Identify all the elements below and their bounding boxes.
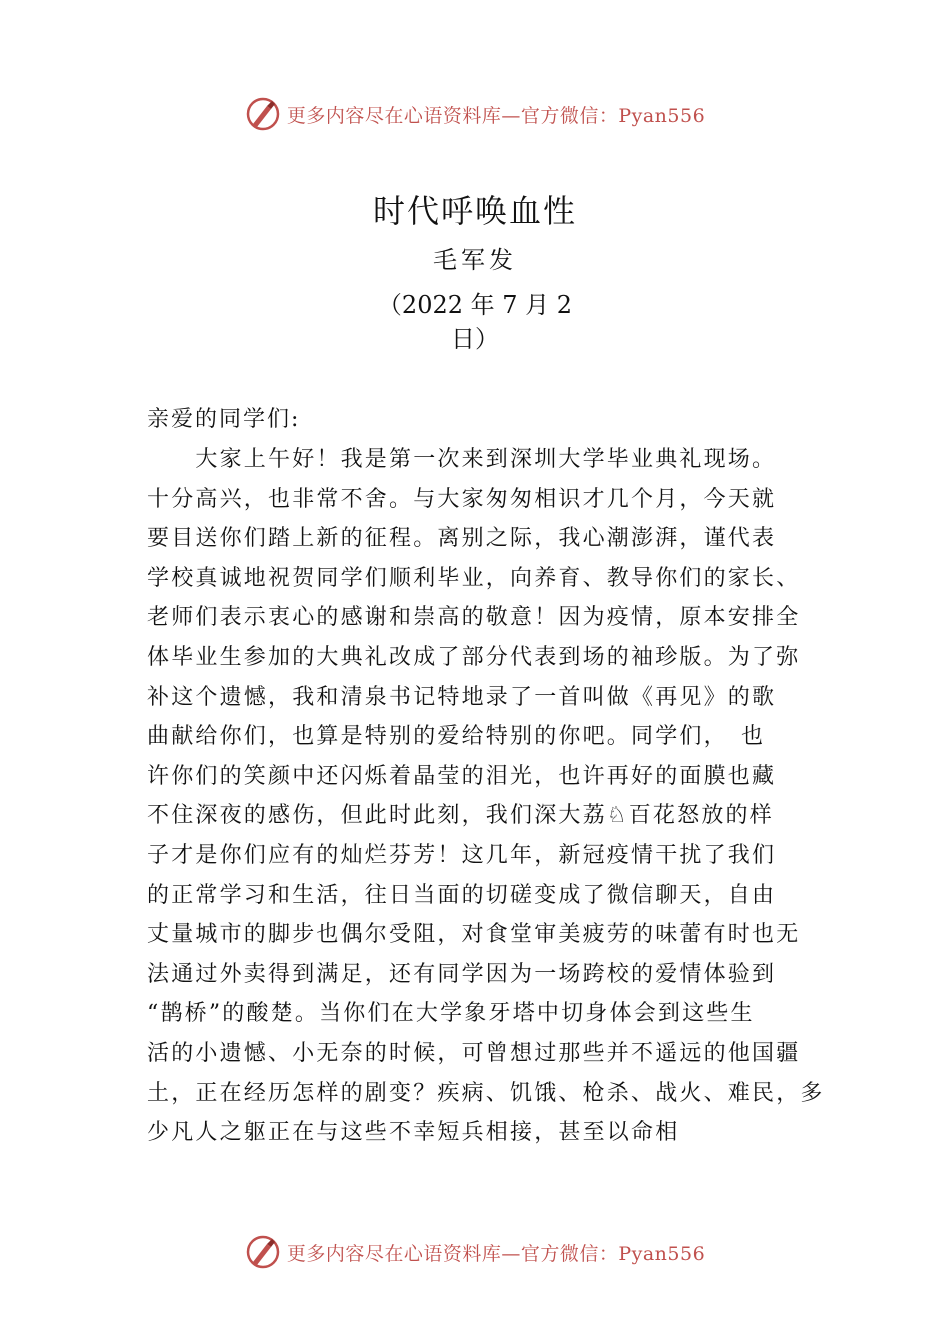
pen-logo-icon [245, 1234, 281, 1270]
watermark-text: 更多内容尽在心语资料库—官方微信：Pyan556 [286, 104, 706, 127]
footer-watermark [0, 1232, 950, 1272]
body-line: 大家上午好！我是第一次来到深圳大学毕业典礼现场。 [147, 447, 777, 472]
body-line: “鹊桥”的酸楚。当你们在大学象牙塔中切身体会到这些生 [147, 1001, 755, 1027]
greeting: 亲爱的同学们: [147, 407, 301, 432]
document-author: 毛军发 [433, 246, 517, 274]
date-line-1: （2022 年 7 月 2 [377, 291, 573, 319]
body-line: 补这个遗憾，我和清泉书记特地录了一首叫做《再见》的歌 [147, 684, 777, 710]
body-line: 十分高兴，也非常不舍。与大家匆匆相识才几个月，今天就 [147, 486, 777, 512]
body-line: 土，正在经历怎样的剧变？疾病、饥饿、枪杀、战火、难民，多 [147, 1080, 825, 1106]
body-line: 子才是你们应有的灿烂芬芳！这几年，新冠疫情干扰了我们 [147, 842, 777, 868]
body-line: 活的小遗憾、小无奈的时候，可曾想过那些并不遥远的他国疆 [147, 1040, 801, 1066]
body-line: 学校真诚地祝贺同学们顺利毕业，向养育、教导你们的家长、 [147, 565, 801, 591]
body-line: 要目送你们踏上新的征程。离别之际，我心潮澎湃，谨代表 [147, 526, 777, 552]
body-paragraph [147, 440, 827, 1153]
body-line: 少凡人之躯正在与这些不幸短兵相接，甚至以命相 [147, 1120, 680, 1146]
header-watermark [0, 94, 950, 134]
document-date [0, 288, 950, 356]
body-line: 的正常学习和生活，往日当面的切磋变成了微信聊天，自由 [147, 882, 777, 908]
body-line: 法通过外卖得到满足，还有同学因为一场跨校的爱情体验到 [147, 961, 777, 987]
body-line: 体毕业生参加的大典礼改成了部分代表到场的袖珍版。为了弥 [147, 644, 801, 670]
body-line: 老师们表示衷心的感谢和崇高的敬意！因为疫情，原本安排全 [147, 605, 801, 631]
watermark-text: 更多内容尽在心语资料库—官方微信：Pyan556 [286, 1242, 706, 1265]
pen-logo-icon [245, 96, 281, 132]
body-line: 许你们的笑颜中还闪烁着晶莹的泪光，也许再好的面膜也藏 [147, 763, 777, 789]
date-line-2: 日） [451, 325, 499, 353]
body-line: 丈量城市的脚步也偶尔受阻，对食堂审美疲劳的味蕾有时也无 [147, 922, 801, 948]
body-line: 不住深夜的感伤，但此时此刻，我们深大荔♘百花怒放的样 [147, 803, 774, 829]
document-title: 时代呼唤血性 [372, 192, 577, 230]
body-line: 曲献给你们，也算是特别的爱给特别的你吧。同学们， 也 [147, 724, 766, 750]
